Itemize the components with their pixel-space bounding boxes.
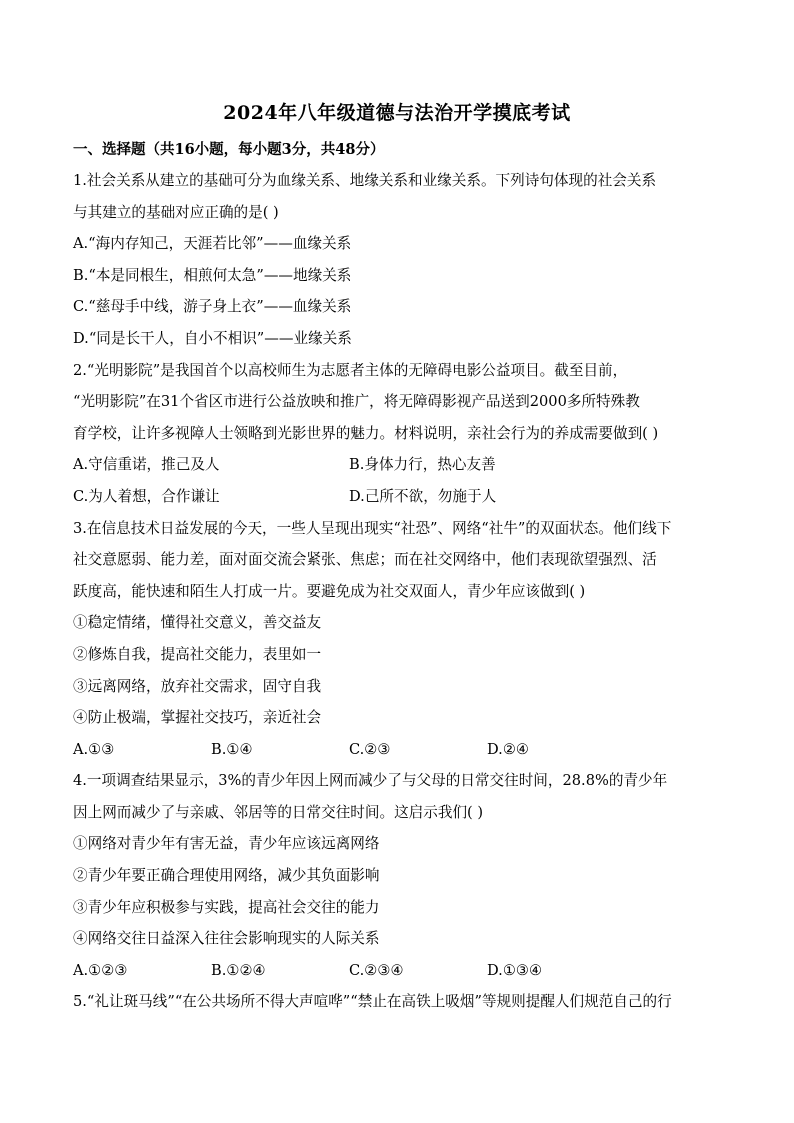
question-list bbox=[73, 135, 723, 1018]
option-c: C.为人着想，合作谦让 bbox=[73, 487, 220, 505]
question-stem: 跃度高，能快速和陌生人打成一片。要避免成为社交双面人，青少年应该做到( ) bbox=[73, 582, 586, 600]
statement-item: ④网络交往日益深入往往会影响现实的人际关系 bbox=[73, 930, 380, 948]
question-stem: 社交意愿弱、能力差，面对面交流会紧张、焦虑；而在社交网络中，他们表现欲望强烈、活 bbox=[73, 551, 657, 569]
question-2 bbox=[73, 355, 723, 513]
option-a: A.①③ bbox=[73, 740, 115, 758]
option-b: B.“本是同根生，相煎何太急”——地缘关系 bbox=[73, 266, 352, 284]
options-row bbox=[73, 734, 723, 766]
question-stem: 育学校，让许多视障人士领略到光影世界的魅力。材料说明，亲社会行为的养成需要做到( ) bbox=[73, 424, 659, 442]
statement-item: ③青少年应积极参与实践，提高社会交往的能力 bbox=[73, 898, 380, 916]
question-stem: 因上网而减少了与亲戚、邻居等的日常交往时间。这启示我们( ) bbox=[73, 803, 484, 821]
option-c: C.②③④ bbox=[349, 961, 404, 979]
option-d: D.①③④ bbox=[487, 961, 543, 979]
question-1 bbox=[73, 165, 723, 355]
question-3 bbox=[73, 513, 723, 766]
section-heading: 一、选择题（共16小题，每小题3分，共48分） bbox=[73, 141, 385, 158]
statement-item: ②修炼自我，提高社交能力，表里如一 bbox=[73, 645, 322, 663]
question-4 bbox=[73, 765, 723, 986]
option-d: D.己所不欲，勿施于人 bbox=[349, 487, 497, 505]
options-row bbox=[73, 449, 723, 481]
option-d: D.“同是长干人，自小不相识”——业缘关系 bbox=[73, 329, 352, 347]
options-row bbox=[73, 481, 723, 513]
question-stem: 5.“礼让斑马线”“在公共场所不得大声喧哗”“禁止在高铁上吸烟”等规则提醒人们规范自己的行 bbox=[73, 993, 672, 1011]
option-a: A.①②③ bbox=[73, 961, 128, 979]
statement-item: ①网络对青少年有害无益，青少年应该远离网络 bbox=[73, 835, 380, 853]
statement-item: ①稳定情绪，懂得社交意义，善交益友 bbox=[73, 614, 322, 632]
exam-title: 2024年八年级道德与法治开学摸底考试 bbox=[223, 102, 571, 124]
question-5 bbox=[73, 986, 723, 1018]
question-stem: 2.“光明影院”是我国首个以高校师生为志愿者主体的无障碍电影公益项目。截至目前， bbox=[73, 361, 628, 379]
question-stem: 4.一项调查结果显示，3%的青少年因上网而减少了与父母的日常交往时间，28.8%的青少年 bbox=[73, 772, 668, 790]
option-b: B.身体力行，热心友善 bbox=[349, 456, 496, 474]
option-a: A.守信重诺，推己及人 bbox=[73, 456, 220, 474]
option-a: A.“海内存知己，天涯若比邻”——血缘关系 bbox=[73, 235, 352, 253]
option-c: C.②③ bbox=[349, 740, 391, 758]
statement-item: ③远离网络，放弃社交需求，固守自我 bbox=[73, 677, 322, 695]
option-b: B.①②④ bbox=[211, 961, 266, 979]
option-c: C.“慈母手中线，游子身上衣”——血缘关系 bbox=[73, 298, 352, 316]
statement-item: ④防止极端，掌握社交技巧，亲近社会 bbox=[73, 709, 322, 727]
question-stem: 与其建立的基础对应正确的是( ) bbox=[73, 203, 279, 221]
option-d: D.②④ bbox=[487, 740, 529, 758]
statement-item: ②青少年要正确合理使用网络，减少其负面影响 bbox=[73, 867, 380, 885]
question-stem: 3.在信息技术日益发展的今天，一些人呈现出现实“社恐”、网络“社牛”的双面状态。他们线下 bbox=[73, 519, 672, 537]
option-b: B.①④ bbox=[211, 740, 253, 758]
options-row bbox=[73, 955, 723, 987]
question-stem: “光明影院”在31个省区市进行公益放映和推广，将无障碍影视产品送到2000多所特殊教 bbox=[73, 393, 640, 411]
question-stem: 1.社会关系从建立的基础可分为血缘关系、地缘关系和业缘关系。下列诗句体现的社会关系 bbox=[73, 172, 657, 189]
